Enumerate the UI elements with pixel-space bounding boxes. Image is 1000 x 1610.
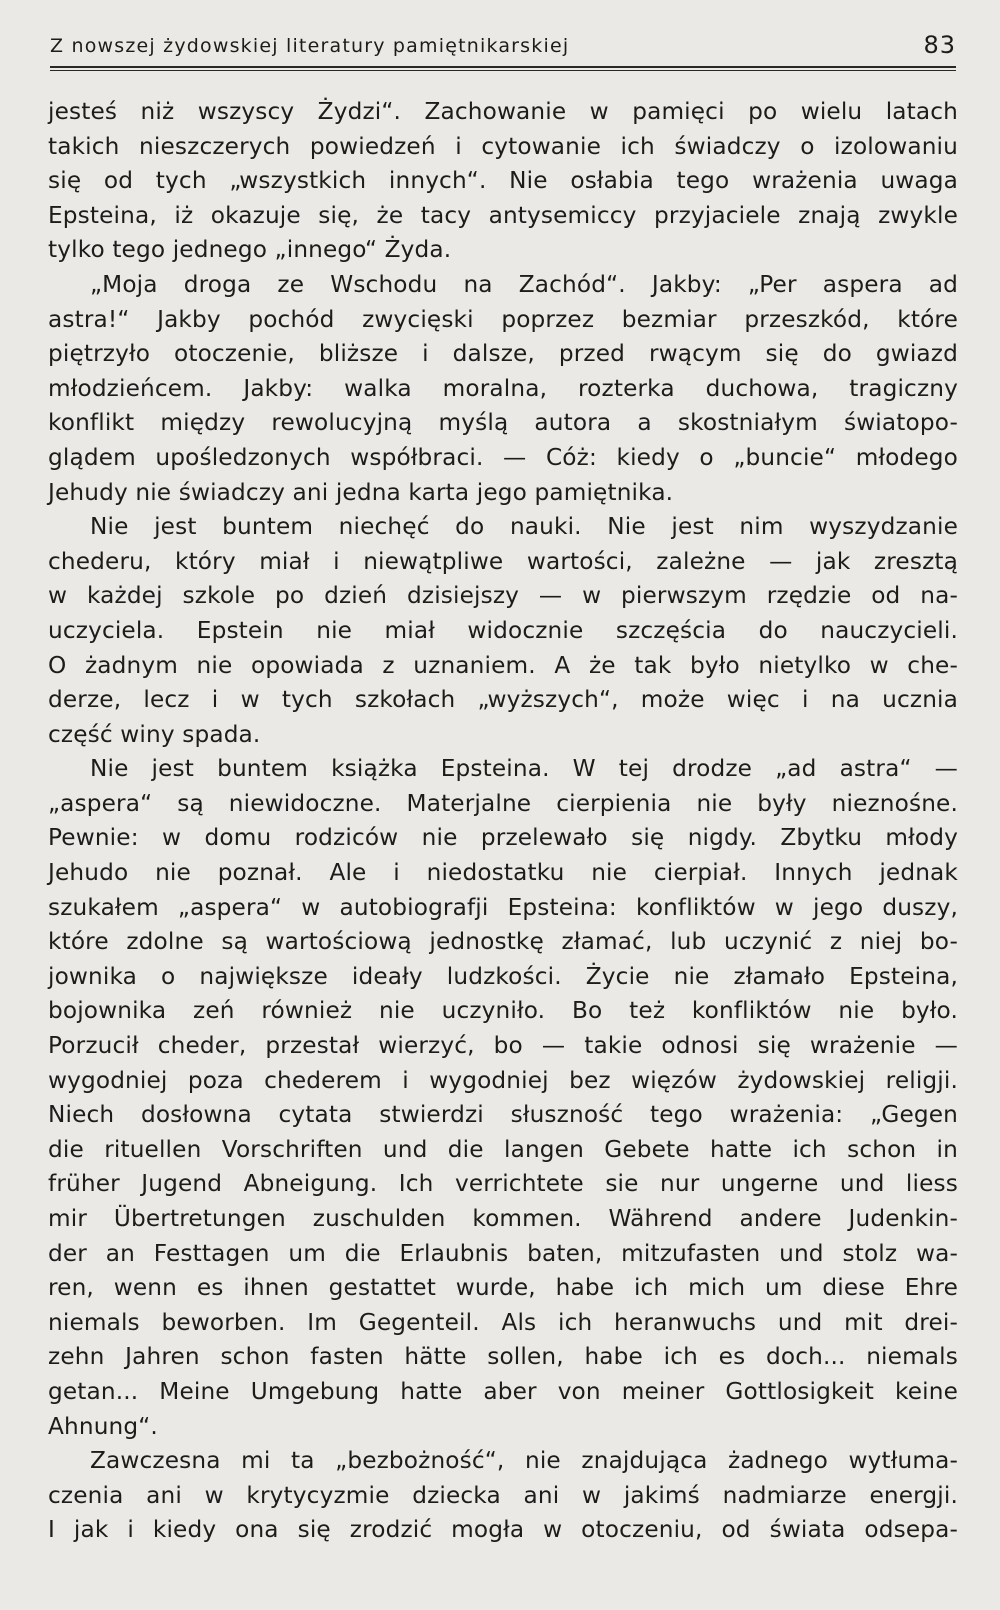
text-line: tylko tego jednego „innego“ Żyda. bbox=[48, 236, 452, 264]
text-line: jesteś niż wszyscy Żydzi“. Zachowanie w pamięci po wielu latach bbox=[48, 98, 958, 125]
text-line: piętrzyło otoczenie, bliższe i dalsze, przed rwącym się do gwiazd bbox=[48, 340, 958, 368]
text-line: früher Jugend Abneigung. Ich verrichtete sie nur ungerne und liess bbox=[48, 1170, 958, 1198]
text-line: konflikt między rewolucyjną myślą autora a skostniałym światopo- bbox=[48, 409, 958, 437]
text-line: Nie jest buntem niechęć do nauki. Nie jest nim wyszydzanie bbox=[90, 513, 958, 541]
text-line: „aspera“ są niewidoczne. Materjalne cierpienia nie były nieznośne. bbox=[48, 789, 958, 817]
text-line: młodzieńcem. Jakby: walka moralna, rozterka duchowa, tragiczny bbox=[48, 374, 958, 402]
text-line: wygodniej poza chederem i wygodniej bez więzów żydowskiej religji. bbox=[48, 1066, 958, 1094]
text-line: Nie jest buntem książka Epsteina. W tej drodze „ad astra“ — bbox=[90, 755, 958, 783]
text-line: niemals beworben. Im Gegenteil. Als ich heranwuchs und mit drei- bbox=[48, 1308, 958, 1336]
page-number: 83 bbox=[923, 31, 956, 59]
text-line: szukałem „aspera“ w autobiografji Epsteina: konfliktów w jego duszy, bbox=[48, 893, 958, 921]
page-header bbox=[50, 30, 956, 64]
text-line: Zawczesna mi ta „bezbożność“, nie znajdująca żadnego wytłuma- bbox=[90, 1447, 958, 1475]
text-line: getan... Meine Umgebung hatte aber von meiner Gottlosigkeit keine bbox=[48, 1377, 958, 1405]
text-line: ren, wenn es ihnen gestattet wurde, habe ich mich um diese Ehre bbox=[48, 1274, 958, 1302]
text-line: zehn Jahren schon fasten hätte sollen, habe ich es doch... niemals bbox=[48, 1343, 958, 1371]
text-line: chederu, który miał i niewątpliwe wartości, zależne — jak zresztą bbox=[48, 547, 958, 575]
text-line: część winy spada. bbox=[48, 720, 261, 748]
body-text bbox=[48, 95, 958, 1548]
text-line: które zdolne są wartościową jednostkę złamać, lub uczynić z niej bo- bbox=[48, 928, 958, 956]
text-line: „Moja droga ze Wschodu na Zachód“. Jakby: „Per aspera ad bbox=[90, 270, 958, 298]
text-line: Ahnung“. bbox=[48, 1412, 158, 1440]
text-line: astra!“ Jakby pochód zwycięski poprzez bezmiar przeszkód, które bbox=[48, 305, 958, 333]
text-line: Epsteina, iż okazuje się, że tacy antysemiccy przyjaciele znają zwykle bbox=[48, 201, 958, 229]
text-line: Jehudo nie poznał. Ale i niedostatku nie cierpiał. Innych jednak bbox=[48, 859, 958, 887]
text-line: się od tych „wszystkich innych“. Nie osłabia tego wrażenia uwaga bbox=[48, 167, 958, 195]
text-line: Jehudy nie świadczy ani jedna karta jego pamiętnika. bbox=[48, 478, 674, 506]
text-line: die rituellen Vorschriften und die langen Gebete hatte ich schon in bbox=[48, 1135, 958, 1163]
text-line: takich nieszczerych powiedzeń i cytowanie ich świadczy o izolowaniu bbox=[48, 132, 958, 160]
text-line: I jak i kiedy ona się zrodzić mogła w otoczeniu, od świata odsepa- bbox=[48, 1516, 958, 1544]
text-line: glądem upośledzonych współbraci. — Cóż: kiedy o „buncie“ młodego bbox=[48, 443, 958, 471]
text-line: w każdej szkole po dzień dzisiejszy — w pierwszym rzędzie od na- bbox=[48, 582, 958, 610]
text-line: jownika o największe ideały ludzkości. Życie nie złamało Epsteina, bbox=[48, 962, 958, 990]
text-line: uczyciela. Epstein nie miał widocznie szczęścia do nauczycieli. bbox=[48, 616, 958, 644]
text-line: Porzucił cheder, przestał wierzyć, bo — takie odnosi się wrażenie — bbox=[48, 1032, 958, 1060]
text-line: czenia ani w krytycyzmie dziecka ani w jakimś nadmiarze energji. bbox=[48, 1481, 958, 1509]
text-line: mir Übertretungen zuschulden kommen. Während andere Judenkin- bbox=[48, 1205, 958, 1232]
text-line: bojownika zeń również nie uczyniło. Bo też konfliktów nie było. bbox=[48, 997, 958, 1025]
running-title: Z nowszej żydowskiej literatury pamiętnikarskiej bbox=[50, 35, 570, 57]
text-line: der an Festtagen um die Erlaubnis baten, mitzufasten und stolz wa- bbox=[48, 1239, 958, 1267]
text-line: Niech dosłowna cytata stwierdzi słuszność tego wrażenia: „Gegen bbox=[48, 1101, 958, 1129]
header-rule bbox=[50, 66, 956, 71]
text-line: Pewnie: w domu rodziców nie przelewało się nigdy. Zbytku młody bbox=[48, 824, 958, 852]
text-line: derze, lecz i w tych szkołach „wyższych“, może więc i na ucznia bbox=[48, 686, 958, 714]
text-line: O żadnym nie opowiada z uznaniem. A że tak było nietylko w che- bbox=[48, 651, 958, 679]
